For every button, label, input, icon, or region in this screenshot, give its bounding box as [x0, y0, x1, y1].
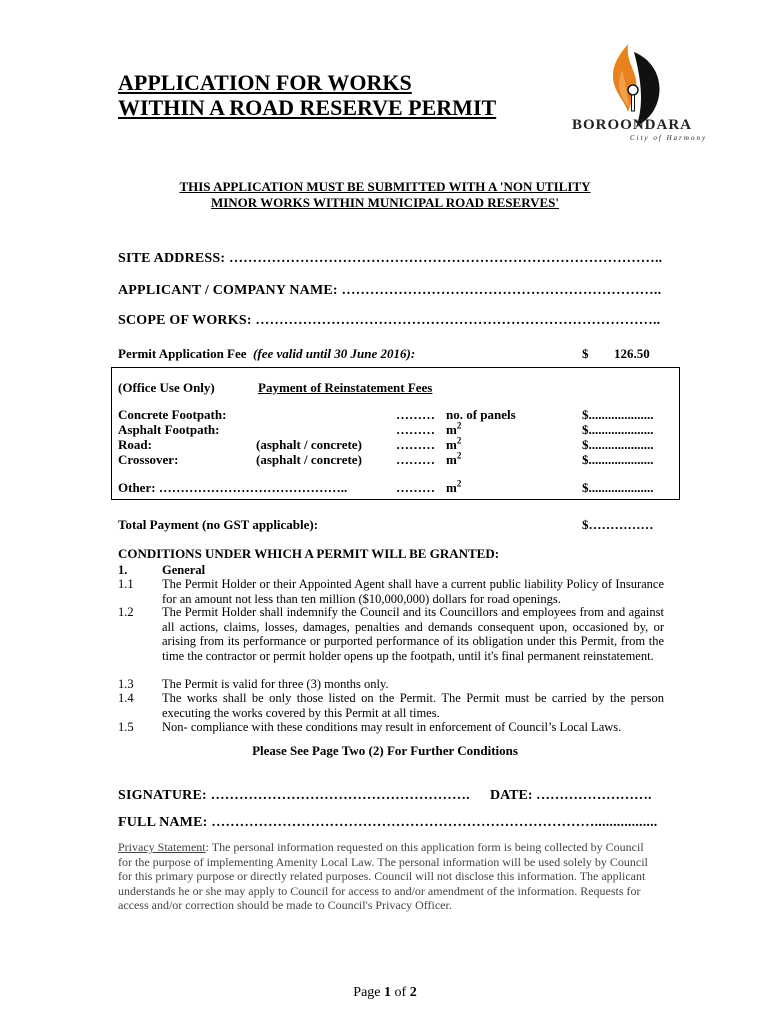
conditions-heading: CONDITIONS UNDER WHICH A PERMIT WILL BE GRANTED: — [118, 546, 500, 561]
notice-line-1: THIS APPLICATION MUST BE SUBMITTED WITH A 'NON UTILITY — [179, 179, 591, 194]
row-concrete-footpath-unit: no. of panels — [446, 407, 516, 422]
reinstatement-heading: Payment of Reinstatement Fees — [258, 380, 433, 395]
condition-1-3-text: The Permit is valid for three (3) months only. — [162, 677, 389, 691]
row-asphalt-footpath-dots[interactable]: ……… — [396, 422, 435, 437]
row-concrete-footpath-name: Concrete Footpath: — [118, 407, 227, 422]
row-road-amount[interactable]: $.................... — [582, 437, 654, 452]
total-amount[interactable]: $…………… — [582, 517, 654, 532]
notice-line-2: MINOR WORKS WITHIN MUNICIPAL ROAD RESERVES' — [210, 195, 560, 210]
title-line-2: WITHIN A ROAD RESERVE PERMIT — [118, 95, 497, 120]
row-crossover-type: (asphalt / concrete) — [256, 452, 362, 467]
row-road-type: (asphalt / concrete) — [256, 437, 362, 452]
row-asphalt-footpath-name: Asphalt Footpath: — [118, 422, 220, 437]
row-crossover-dots[interactable]: ……… — [396, 452, 435, 467]
section-number: 1. — [118, 563, 128, 577]
site-address-field[interactable]: SITE ADDRESS: ……………………………………………………………………………….. — [118, 251, 663, 266]
applicant-field[interactable]: APPLICANT / COMPANY NAME: ………………………………………………………….. — [118, 283, 662, 298]
fee-label: Permit Application Fee — [118, 346, 247, 361]
condition-1-1-num: 1.1 — [118, 577, 134, 591]
row-crossover-amount[interactable]: $.................... — [582, 452, 654, 467]
condition-1-4-num: 1.4 — [118, 691, 134, 705]
row-other-unit: $m^2$ — [446, 478, 462, 495]
date-field[interactable]: DATE: ……………………. — [490, 788, 652, 803]
condition-1-2-num: 1.2 — [118, 605, 134, 619]
row-road-dots[interactable]: ……… — [396, 437, 435, 452]
fee-amount: 126.50 — [614, 346, 650, 361]
condition-1-5-text: Non- compliance with these conditions may result in enforcement of Council’s Local Laws. — [162, 720, 622, 734]
row-road-name: Road: — [118, 437, 152, 452]
logo-name: BOROONDARA — [572, 117, 693, 133]
logo-tagline: City of Harmony — [630, 134, 708, 142]
office-use-label: (Office Use Only) — [118, 380, 215, 395]
section-title: General — [162, 563, 206, 577]
fee-currency: $ — [582, 346, 589, 361]
condition-1-1-text: The Permit Holder or their Appointed Agent shall have a current public liability Policy of Insurance for an amount not less than ten million ($10,000,000) dollars for road openings. — [162, 577, 664, 606]
row-asphalt-footpath-amount[interactable]: $.................... — [582, 422, 654, 437]
row-concrete-footpath-amount[interactable]: $.................... — [582, 407, 654, 422]
row-other-dots[interactable]: ……… — [396, 480, 435, 495]
signature-field[interactable]: SIGNATURE: ………………………………………………. — [118, 788, 470, 803]
title-line-1: APPLICATION FOR WORKS — [118, 70, 412, 95]
condition-1-5-num: 1.5 — [118, 720, 134, 734]
condition-1-4-text: The works shall be only those listed on the Permit. The Permit must be carried by the person executing the works covered by this Permit at all times. — [162, 691, 664, 720]
row-other-name[interactable]: Other: …………………………………….. — [118, 480, 348, 495]
row-concrete-footpath-dots[interactable]: ……… — [396, 407, 435, 422]
condition-1-3-num: 1.3 — [118, 677, 134, 691]
row-road-unit: $m^2$ — [446, 435, 462, 452]
see-page-two-note: Please See Page Two (2) For Further Conditions — [252, 743, 518, 758]
condition-1-2-text: The Permit Holder shall indemnify the Council and its Councillors and employees from and against all actions, claims, losses, damages, penalties and demands consequent upon, occasioned by, or arising from its performance or purported performance of its obligation under this Permit, from the time the contractor or permit holder opens up the footpath, until it's final permanent reinstatement. — [162, 605, 664, 663]
row-crossover-unit: $m^2$ — [446, 450, 462, 467]
full-name-field[interactable]: FULL NAME: ………………………………………………………………………................. — [118, 815, 658, 830]
privacy-label: Privacy Statement — [118, 840, 206, 854]
row-other-amount[interactable]: $.................... — [582, 480, 654, 495]
row-crossover-name: Crossover: — [118, 452, 179, 467]
scope-of-works-field[interactable]: SCOPE OF WORKS: ………………………………………………………………………….. — [118, 313, 661, 328]
privacy-statement — [118, 840, 648, 913]
fee-note: (fee valid until 30 June 2016): — [253, 346, 416, 361]
fee-line — [118, 346, 415, 362]
page-number: Page 1 of 2 — [353, 985, 417, 1000]
total-label: Total Payment (no GST applicable): — [118, 517, 319, 532]
row-asphalt-footpath-unit: $m^2$ — [446, 420, 462, 437]
privacy-text: : The personal information requested on this application form is being collected by Council for the purpose of implementing Amenity Local Law. The personal information will be used solely by Council for this primary purpose or directly related purposes. Council will not disclose this information. The applicant understands he or she may apply to Council for access to and/or amendment of the information. Requests for access and/or correction should be made to Council's Privacy Officer. — [118, 840, 648, 912]
